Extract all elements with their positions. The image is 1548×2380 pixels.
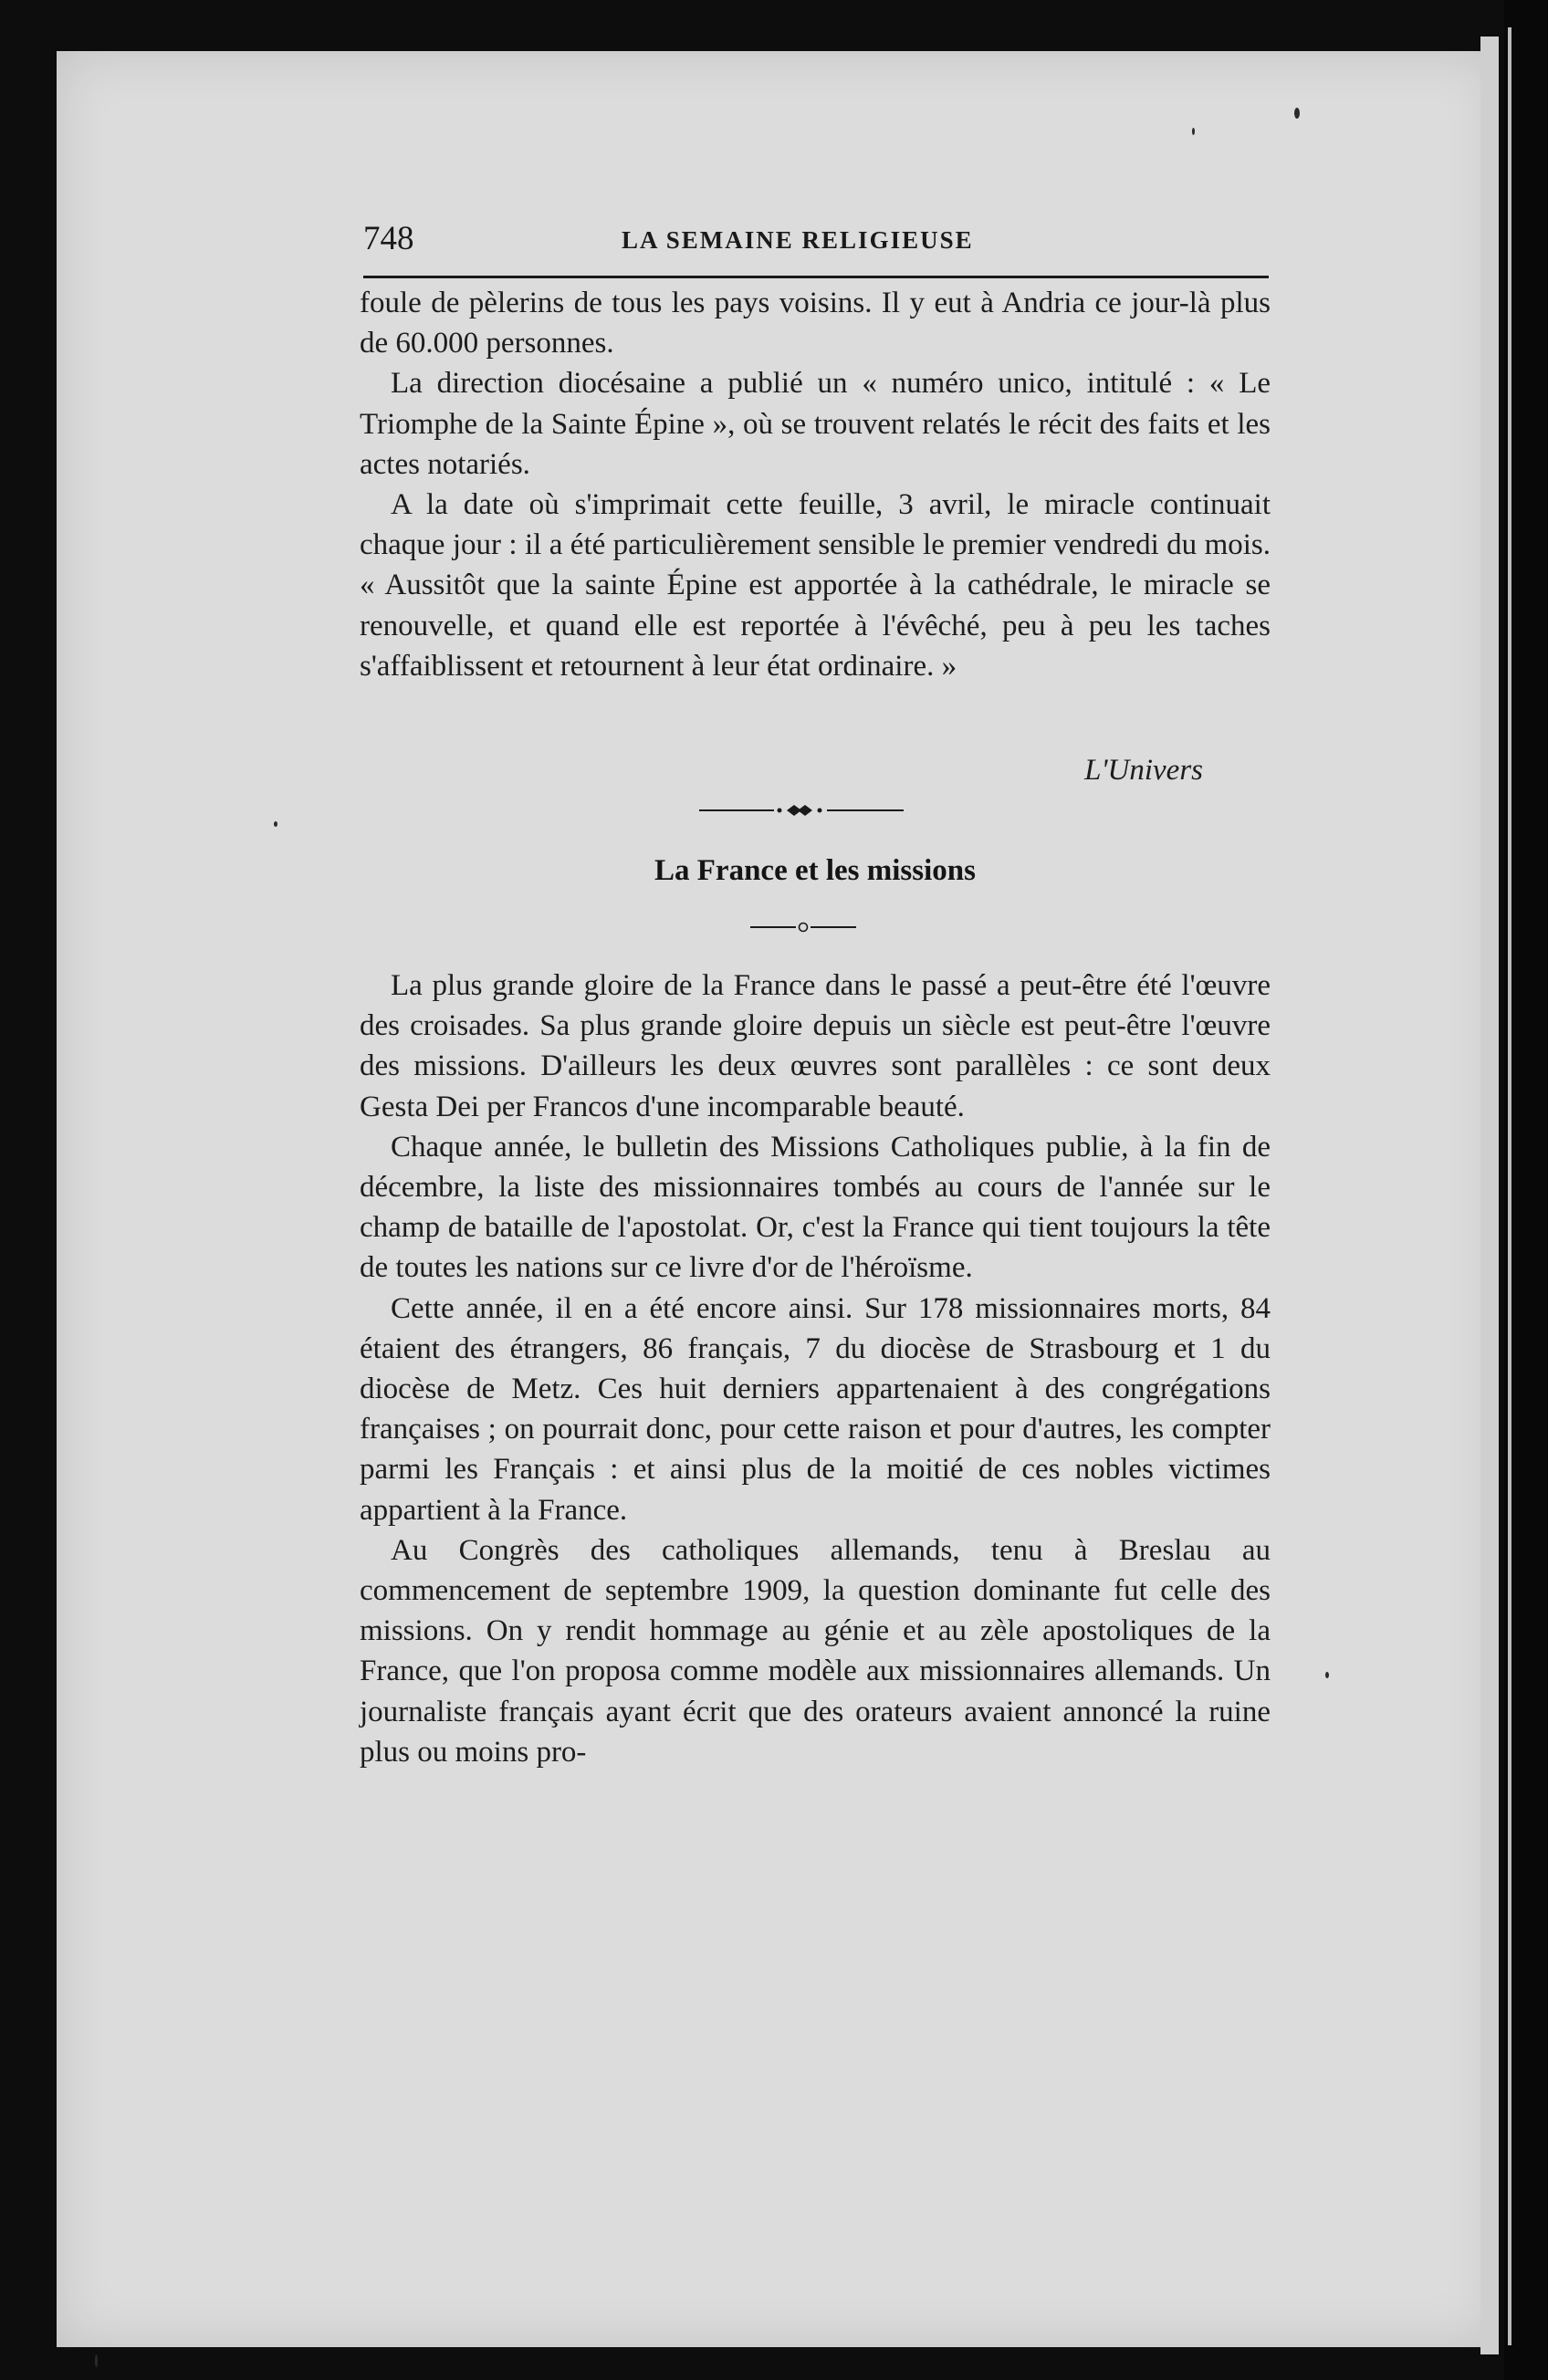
header-rule xyxy=(363,276,1269,278)
paragraph: A la date où s'imprimait cette feuille, 3 avril, le miracle continuait chaque jour : il a été particulièrement sensible le premier vendredi du mois. « Aussitôt que la sainte Épine est apportée à la cathédrale, le miracle se renouvelle, et quand elle est reportée à l'évêché, peu à peu les taches s'affaiblissent et retournent à leur état ordinaire. » xyxy=(360,488,1271,683)
ornament-divider xyxy=(699,792,904,829)
page-header xyxy=(363,217,1269,272)
paragraph: La plus grande gloire de la France dans le passé a peut-être été l'œuvre des croisades. Sa plus grande gloire depuis un siècle est peut-être l'œuvre des missions. D'ailleurs les deux œuvres sont parallèles : ce sont deux Gesta Dei per Francos d'une incomparable beauté. xyxy=(360,969,1271,1123)
scan-speck xyxy=(274,821,277,827)
running-head: LA SEMAINE RELIGIEUSE xyxy=(622,226,974,254)
scan-speck xyxy=(1294,108,1300,119)
page-number: 748 xyxy=(363,220,414,257)
article-continuation xyxy=(360,283,1271,686)
scan-speck xyxy=(1325,1672,1329,1678)
paragraph: foule de pèlerins de tous les pays voisins. Il y eut à Andria ce jour-là plus de 60.000 personnes. xyxy=(360,287,1271,360)
title-divider xyxy=(750,911,856,942)
scan-speck xyxy=(95,2354,98,2367)
page-edge xyxy=(1480,37,1499,2354)
paragraph: Cette année, il en a été encore ainsi. Sur 178 missionnaires morts, 84 étaient des étrangers, 86 français, 7 du diocèse de Strasbourg et 1 du diocèse de Metz. Ces huit derniers appartenaient à des congrégations françaises ; on pourrait donc, pour cette raison et pour d'autres, les compter parmi les Français : et ainsi plus de la moitié de ces nobles victimes appartient à la France. xyxy=(360,1291,1271,1527)
paragraph: Au Congrès des catholiques allemands, tenu à Breslau au commencement de septembre 1909, la question dominante fut celle des missions. On y rendit hommage au génie et au zèle apostoliques de la France, que l'on proposa comme modèle aux missionnaires allemands. Un journaliste français ayant écrit que des orateurs avaient annoncé la ruine plus ou moins pro- xyxy=(360,1533,1271,1769)
paragraph: La direction diocésaine a publié un « numéro unico, intitulé : « Le Triomphe de la Sainte Épine », où se trouvent relatés le récit des faits et les actes notariés. xyxy=(360,367,1271,481)
scan-speck xyxy=(1192,128,1195,135)
section-title: La France et les missions xyxy=(654,854,976,887)
source-attribution: L'Univers xyxy=(1084,754,1203,787)
paragraph: Chaque année, le bulletin des Missions Catholiques publie, à la fin de décembre, la liste des missionnaires tombés au cours de l'année sur le champ de bataille de l'apostolat. Or, c'est la France qui tient toujours la tête de toutes les nations sur ce livre d'or de l'héroïsme. xyxy=(360,1130,1271,1285)
article-body xyxy=(360,966,1271,1772)
next-page-edge xyxy=(1508,27,1511,2345)
